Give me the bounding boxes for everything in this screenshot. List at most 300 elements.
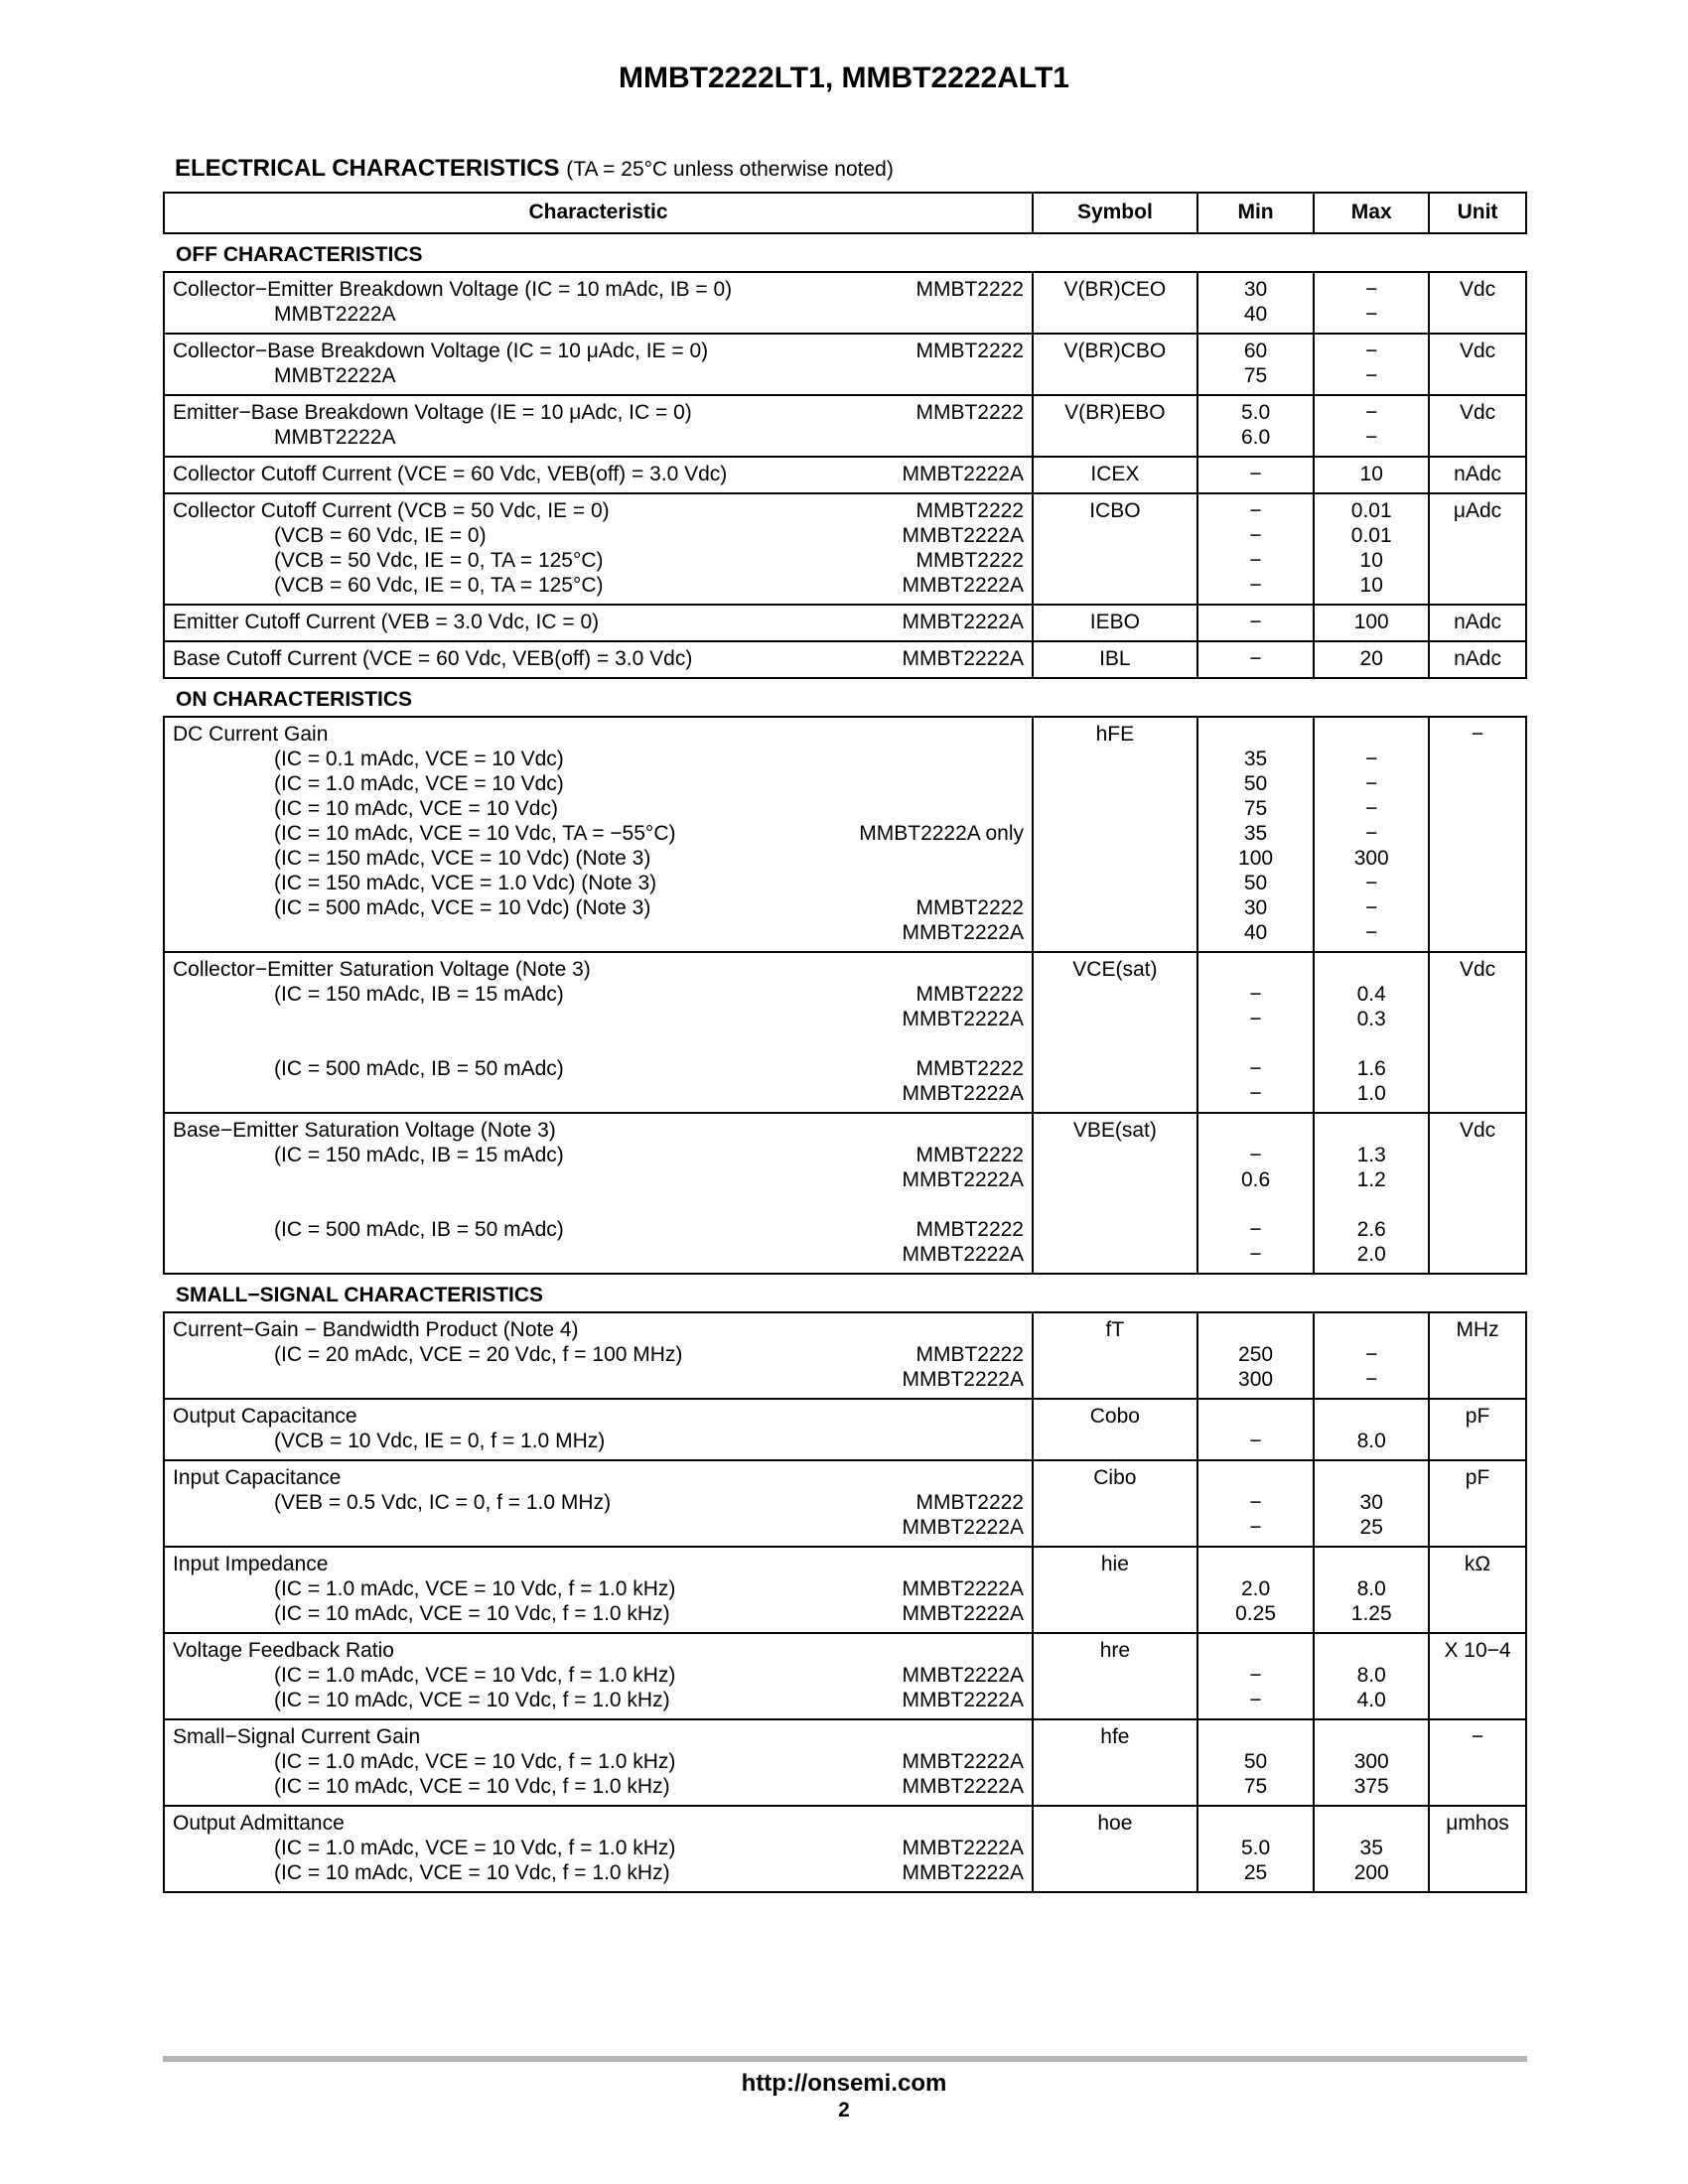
unit-cell: Vdc <box>1429 395 1526 457</box>
min-value <box>1206 1811 1306 1836</box>
test-condition <box>173 1192 564 1217</box>
device-label: MMBT2222A <box>902 1168 1024 1191</box>
electrical-characteristics-table <box>163 192 1527 1893</box>
device-variants <box>915 400 1024 450</box>
characteristic-conditions <box>173 1724 675 1799</box>
characteristic-name: Input Capacitance <box>173 1466 342 1489</box>
table-row <box>164 605 1526 641</box>
unit-cell: nAdc <box>1429 605 1526 641</box>
section-header-row <box>164 1274 1526 1312</box>
table-row <box>164 1399 1526 1460</box>
min-cell <box>1197 1547 1315 1633</box>
min-cell <box>1197 1399 1315 1460</box>
min-value: − <box>1249 549 1262 572</box>
symbol-cell: hie <box>1033 1547 1197 1633</box>
max-value: − <box>1365 1343 1378 1366</box>
min-value: − <box>1249 1057 1262 1080</box>
min-value: 5.0 <box>1240 401 1271 424</box>
characteristic-name: Base−Emitter Saturation Voltage (Note 3) <box>173 1119 556 1142</box>
characteristic-content <box>173 277 1024 327</box>
min-value: − <box>1249 983 1262 1006</box>
max-value: − <box>1365 303 1378 326</box>
min-value: − <box>1249 1243 1262 1266</box>
device-label: MMBT2222A <box>902 1602 1024 1625</box>
device-label <box>902 1552 1024 1576</box>
device-label: MMBT2222A <box>902 1368 1024 1391</box>
device-label: MMBT2222A <box>902 1750 1024 1773</box>
min-value: 250 <box>1238 1343 1274 1366</box>
max-value: − <box>1365 401 1378 424</box>
device-label: MMBT2222A <box>902 1516 1024 1539</box>
footer-divider <box>163 2056 1527 2062</box>
characteristic-conditions <box>173 610 599 634</box>
device-variants <box>902 957 1024 1106</box>
characteristic-cell <box>164 605 1033 641</box>
device-label <box>902 1811 1024 1836</box>
max-value: 1.2 <box>1356 1168 1386 1191</box>
min-value: − <box>1249 1144 1262 1166</box>
min-value: 40 <box>1243 303 1268 326</box>
test-condition: (IC = 10 mAdc, VCE = 10 Vdc, f = 1.0 kHz) <box>274 1861 670 1884</box>
device-label: MMBT2222A <box>902 611 1024 633</box>
test-condition: (IC = 150 mAdc, IB = 15 mAdc) <box>274 1144 564 1166</box>
symbol-cell: ICEX <box>1033 457 1197 493</box>
max-value: − <box>1365 772 1378 795</box>
test-condition <box>173 1081 591 1106</box>
characteristic-conditions <box>173 646 692 671</box>
min-cell <box>1197 395 1315 457</box>
min-value: − <box>1249 574 1262 597</box>
max-value: 0.01 <box>1350 499 1392 522</box>
min-value: − <box>1249 1082 1262 1105</box>
device-label <box>915 425 1024 450</box>
max-value: 100 <box>1353 611 1389 633</box>
characteristic-name: DC Current Gain <box>173 723 329 746</box>
device-label: MMBT2222A <box>902 1837 1024 1859</box>
device-label: MMBT2222 <box>915 1218 1024 1241</box>
min-cell <box>1197 605 1315 641</box>
min-value <box>1206 957 1306 982</box>
characteristic-cell <box>164 717 1033 952</box>
characteristic-content <box>173 462 1024 486</box>
device-variants <box>902 1552 1024 1626</box>
unit-cell: − <box>1429 1719 1526 1806</box>
min-value: 30 <box>1243 278 1268 301</box>
max-value <box>1323 722 1420 747</box>
max-value: − <box>1365 872 1378 894</box>
max-value: − <box>1365 896 1378 919</box>
characteristic-content <box>173 722 1024 945</box>
characteristic-conditions <box>173 277 732 327</box>
characteristic-name: Emitter−Base Breakdown Voltage (IE = 10 μAdc, IC = 0) <box>173 401 692 424</box>
characteristic-name: Output Admittance <box>173 1812 345 1835</box>
symbol-cell: hre <box>1033 1633 1197 1719</box>
symbol-cell: Cibo <box>1033 1460 1197 1547</box>
min-value: − <box>1249 463 1262 485</box>
characteristic-content <box>173 1724 1024 1799</box>
test-condition <box>173 1031 591 1056</box>
max-value <box>1323 1811 1420 1836</box>
characteristic-conditions <box>173 1404 605 1453</box>
table-row <box>164 1719 1526 1806</box>
min-value: − <box>1249 611 1262 633</box>
device-label: MMBT2222 <box>915 1144 1024 1166</box>
min-value: 75 <box>1243 364 1268 387</box>
test-condition <box>173 1242 564 1267</box>
characteristic-content <box>173 610 1024 634</box>
min-value: 2.0 <box>1240 1577 1271 1600</box>
device-variants <box>902 1465 1024 1540</box>
device-label: MMBT2222A <box>902 1082 1024 1105</box>
max-cell <box>1314 1547 1429 1633</box>
min-value <box>1206 722 1306 747</box>
section-title: OFF CHARACTERISTICS <box>176 243 423 266</box>
max-cell <box>1314 1633 1429 1719</box>
max-cell <box>1314 1312 1429 1399</box>
table-row <box>164 334 1526 395</box>
test-condition <box>173 1515 611 1540</box>
test-condition: (VEB = 0.5 Vdc, IC = 0, f = 1.0 MHz) <box>274 1491 612 1514</box>
characteristic-name: Output Capacitance <box>173 1405 357 1428</box>
characteristic-content <box>173 646 1024 671</box>
device-label: MMBT2222A <box>902 574 1024 597</box>
min-value <box>1206 1317 1306 1342</box>
characteristic-conditions <box>173 339 708 388</box>
device-label: MMBT2222A <box>902 1008 1024 1030</box>
characteristic-content <box>173 1552 1024 1626</box>
min-value: 100 <box>1238 847 1274 870</box>
max-value <box>1323 1638 1420 1663</box>
max-value: 300 <box>1353 847 1389 870</box>
min-value: 30 <box>1243 896 1268 919</box>
max-cell <box>1314 1399 1429 1460</box>
max-value: − <box>1365 797 1378 820</box>
test-condition: (VCB = 60 Vdc, IE = 0) <box>274 524 487 547</box>
heading-label: ELECTRICAL CHARACTERISTICS <box>175 155 560 182</box>
symbol-cell: V(BR)EBO <box>1033 395 1197 457</box>
min-cell <box>1197 1806 1315 1892</box>
min-value <box>1206 1724 1306 1749</box>
max-cell <box>1314 1806 1429 1892</box>
min-value: − <box>1249 1689 1262 1711</box>
min-value <box>1206 1465 1306 1490</box>
max-cell <box>1314 717 1429 952</box>
characteristic-name: Collector Cutoff Current (VCB = 50 Vdc, IE = 0) <box>173 499 610 522</box>
device-label: MMBT2222 <box>915 1057 1024 1080</box>
device-label <box>859 871 1024 895</box>
characteristic-conditions <box>173 1811 675 1885</box>
device-label <box>859 722 1024 747</box>
characteristic-content <box>173 1811 1024 1885</box>
min-value: − <box>1249 1664 1262 1687</box>
min-value <box>1206 1192 1306 1217</box>
device-variants <box>902 1118 1024 1267</box>
symbol-cell: fT <box>1033 1312 1197 1399</box>
characteristic-name: Collector−Emitter Saturation Voltage (Note 3) <box>173 958 591 981</box>
unit-cell: nAdc <box>1429 641 1526 678</box>
test-condition: (IC = 1.0 mAdc, VCE = 10 Vdc, f = 1.0 kHz) <box>274 1664 676 1687</box>
max-cell <box>1314 457 1429 493</box>
symbol-cell: V(BR)CBO <box>1033 334 1197 395</box>
unit-cell: pF <box>1429 1460 1526 1547</box>
max-value: 1.25 <box>1350 1602 1392 1625</box>
min-value: − <box>1249 1008 1262 1030</box>
device-label <box>902 1465 1024 1490</box>
device-label: MMBT2222 <box>915 1343 1024 1366</box>
header-min: Min <box>1197 193 1315 233</box>
unit-cell: X 10−4 <box>1429 1633 1526 1719</box>
section-header-row <box>164 678 1526 717</box>
min-value: − <box>1249 524 1262 547</box>
min-cell <box>1197 1312 1315 1399</box>
test-condition <box>173 1367 682 1392</box>
min-value: 50 <box>1243 1750 1268 1773</box>
test-condition: (IC = 10 mAdc, VCE = 10 Vdc, f = 1.0 kHz) <box>274 1775 670 1798</box>
max-value <box>1323 1552 1420 1576</box>
max-value: − <box>1365 278 1378 301</box>
characteristic-name: Current−Gain − Bandwidth Product (Note 4) <box>173 1318 579 1341</box>
header-max: Max <box>1314 193 1429 233</box>
test-condition: MMBT2222A <box>274 426 396 449</box>
table-row <box>164 272 1526 334</box>
characteristic-cell <box>164 952 1033 1113</box>
max-value: 35 <box>1359 1837 1383 1859</box>
characteristic-content <box>173 957 1024 1106</box>
min-cell <box>1197 952 1315 1113</box>
heading-condition: (TA = 25°C unless otherwise noted) <box>566 158 894 181</box>
test-condition: (IC = 10 mAdc, VCE = 10 Vdc, f = 1.0 kHz) <box>274 1602 670 1625</box>
max-value <box>1323 1192 1420 1217</box>
characteristic-conditions <box>173 722 675 945</box>
max-value: 8.0 <box>1356 1664 1386 1687</box>
test-condition: (IC = 10 mAdc, VCE = 10 Vdc, f = 1.0 kHz) <box>274 1689 670 1711</box>
symbol-cell: ICBO <box>1033 493 1197 605</box>
table-row <box>164 1633 1526 1719</box>
characteristic-name: Collector Cutoff Current (VCE = 60 Vdc, VEB(off) = 3.0 Vdc) <box>173 463 728 485</box>
max-value: 10 <box>1359 574 1383 597</box>
max-value <box>1323 1031 1420 1056</box>
table-header-row <box>164 193 1526 233</box>
symbol-cell: hFE <box>1033 717 1197 952</box>
characteristic-conditions <box>173 1552 675 1626</box>
min-value: 75 <box>1243 797 1268 820</box>
max-value: − <box>1365 364 1378 387</box>
device-label <box>915 302 1024 327</box>
symbol-cell: IBL <box>1033 641 1197 678</box>
device-label: MMBT2222A <box>902 1577 1024 1600</box>
characteristic-cell <box>164 395 1033 457</box>
max-cell <box>1314 334 1429 395</box>
device-variants <box>859 722 1024 945</box>
max-value: − <box>1365 921 1378 944</box>
device-variants <box>902 610 1024 634</box>
page-number: 2 <box>838 2099 850 2121</box>
min-value: − <box>1249 1430 1262 1452</box>
section-title: SMALL−SIGNAL CHARACTERISTICS <box>176 1284 544 1306</box>
characteristic-name: Collector−Base Breakdown Voltage (IC = 10 μAdc, IE = 0) <box>173 340 709 362</box>
device-label <box>902 1031 1024 1056</box>
max-value <box>1323 1404 1420 1429</box>
min-cell <box>1197 272 1315 334</box>
characteristic-conditions <box>173 498 610 598</box>
min-value: − <box>1249 499 1262 522</box>
table-row <box>164 457 1526 493</box>
device-label <box>859 771 1024 796</box>
section-title: ON CHARACTERISTICS <box>176 688 413 711</box>
min-value: − <box>1249 1218 1262 1241</box>
min-value: 6.0 <box>1240 426 1271 449</box>
device-variants <box>902 1811 1024 1885</box>
table-row <box>164 493 1526 605</box>
min-value: 5.0 <box>1240 1837 1271 1859</box>
device-label <box>859 796 1024 821</box>
max-value <box>1323 1118 1420 1143</box>
device-label: MMBT2222 <box>915 549 1024 572</box>
test-condition: (IC = 1.0 mAdc, VCE = 10 Vdc, f = 1.0 kHz) <box>274 1837 676 1859</box>
device-label: MMBT2222A <box>902 921 1024 944</box>
max-value <box>1323 1317 1420 1342</box>
max-value: 25 <box>1359 1516 1383 1539</box>
max-cell <box>1314 952 1429 1113</box>
max-value: − <box>1365 426 1378 449</box>
max-cell <box>1314 641 1429 678</box>
test-condition: (IC = 1.0 mAdc, VCE = 10 Vdc, f = 1.0 kHz) <box>274 1577 676 1600</box>
max-value: 200 <box>1353 1861 1389 1884</box>
header-unit: Unit <box>1429 193 1526 233</box>
device-label <box>902 1192 1024 1217</box>
device-label <box>902 1118 1024 1143</box>
symbol-cell: hfe <box>1033 1719 1197 1806</box>
table-row <box>164 717 1526 952</box>
characteristic-name: Emitter Cutoff Current (VEB = 3.0 Vdc, IC = 0) <box>173 611 600 633</box>
max-cell <box>1314 272 1429 334</box>
unit-cell: μmhos <box>1429 1806 1526 1892</box>
max-cell <box>1314 1719 1429 1806</box>
min-value: 50 <box>1243 872 1268 894</box>
device-label: MMBT2222A <box>902 1243 1024 1266</box>
unit-cell: kΩ <box>1429 1547 1526 1633</box>
device-label: MMBT2222 <box>915 499 1024 522</box>
footer-url: http://onsemi.com <box>741 2070 947 2097</box>
device-label: MMBT2222 <box>915 278 1024 301</box>
min-value <box>1206 1638 1306 1663</box>
max-value: 10 <box>1359 463 1383 485</box>
device-label: MMBT2222A <box>902 647 1024 670</box>
symbol-cell: VCE(sat) <box>1033 952 1197 1113</box>
characteristic-content <box>173 339 1024 388</box>
device-variants <box>902 1317 1024 1392</box>
max-value: − <box>1365 748 1378 770</box>
characteristic-cell <box>164 1460 1033 1547</box>
characteristic-content <box>173 1638 1024 1712</box>
min-value <box>1206 1404 1306 1429</box>
unit-cell: MHz <box>1429 1312 1526 1399</box>
device-label <box>902 1317 1024 1342</box>
header-symbol: Symbol <box>1033 193 1197 233</box>
characteristic-cell <box>164 334 1033 395</box>
device-label <box>902 957 1024 982</box>
device-label <box>915 363 1024 388</box>
max-value: 10 <box>1359 549 1383 572</box>
table-row <box>164 1806 1526 1892</box>
test-condition: (VCB = 10 Vdc, IE = 0, f = 1.0 MHz) <box>274 1430 606 1452</box>
table-body <box>164 233 1526 1892</box>
max-value <box>1323 1724 1420 1749</box>
device-variants <box>915 277 1024 327</box>
table-row <box>164 952 1526 1113</box>
table-row <box>164 641 1526 678</box>
characteristic-name: Input Impedance <box>173 1553 329 1575</box>
max-value: 8.0 <box>1356 1430 1386 1452</box>
characteristic-content <box>173 1317 1024 1392</box>
min-cell <box>1197 1460 1315 1547</box>
characteristic-cell <box>164 457 1033 493</box>
characteristic-content <box>173 1404 1024 1453</box>
characteristic-cell <box>164 1806 1033 1892</box>
characteristic-cell <box>164 1312 1033 1399</box>
max-cell <box>1314 605 1429 641</box>
max-cell <box>1314 1460 1429 1547</box>
min-value: 50 <box>1243 772 1268 795</box>
characteristic-name: Collector−Emitter Breakdown Voltage (IC = 10 mAdc, IB = 0) <box>173 278 733 301</box>
characteristic-conditions <box>173 957 591 1106</box>
characteristic-name: Small−Signal Current Gain <box>173 1725 421 1748</box>
test-condition: (IC = 500 mAdc, IB = 50 mAdc) <box>274 1218 564 1241</box>
max-value <box>1323 957 1420 982</box>
max-value: − <box>1365 1368 1378 1391</box>
min-cell <box>1197 334 1315 395</box>
characteristic-name: Voltage Feedback Ratio <box>173 1639 394 1662</box>
characteristic-content <box>173 1465 1024 1540</box>
min-value: − <box>1249 1516 1262 1539</box>
device-label <box>859 747 1024 771</box>
characteristic-conditions <box>173 462 727 486</box>
max-cell <box>1314 395 1429 457</box>
max-value: 30 <box>1359 1491 1383 1514</box>
device-label <box>902 1724 1024 1749</box>
device-variants <box>902 1638 1024 1712</box>
min-cell <box>1197 641 1315 678</box>
characteristic-cell <box>164 1633 1033 1719</box>
test-condition: (IC = 500 mAdc, VCE = 10 Vdc) (Note 3) <box>274 896 651 919</box>
min-value: 0.25 <box>1235 1602 1276 1625</box>
unit-cell: − <box>1429 717 1526 952</box>
characteristic-cell <box>164 1399 1033 1460</box>
characteristic-cell <box>164 493 1033 605</box>
max-value: − <box>1365 340 1378 362</box>
device-label: MMBT2222A <box>902 524 1024 547</box>
test-condition: MMBT2222A <box>274 303 396 326</box>
device-label: MMBT2222A <box>902 1664 1024 1687</box>
device-variants <box>915 339 1024 388</box>
device-label <box>902 1638 1024 1663</box>
section-header-row <box>164 233 1526 272</box>
min-value: 35 <box>1243 748 1268 770</box>
test-condition <box>173 920 675 945</box>
unit-cell: Vdc <box>1429 272 1526 334</box>
table-row <box>164 1312 1526 1399</box>
min-value: 300 <box>1238 1368 1274 1391</box>
device-variants <box>902 1724 1024 1799</box>
min-value: 40 <box>1243 921 1268 944</box>
characteristic-cell <box>164 1547 1033 1633</box>
characteristic-conditions <box>173 1317 682 1392</box>
header-characteristic: Characteristic <box>164 193 1033 233</box>
min-value: 60 <box>1243 340 1268 362</box>
unit-cell: Vdc <box>1429 952 1526 1113</box>
test-condition: (VCB = 60 Vdc, IE = 0, TA = 125°C) <box>274 574 604 597</box>
max-value: 8.0 <box>1356 1577 1386 1600</box>
